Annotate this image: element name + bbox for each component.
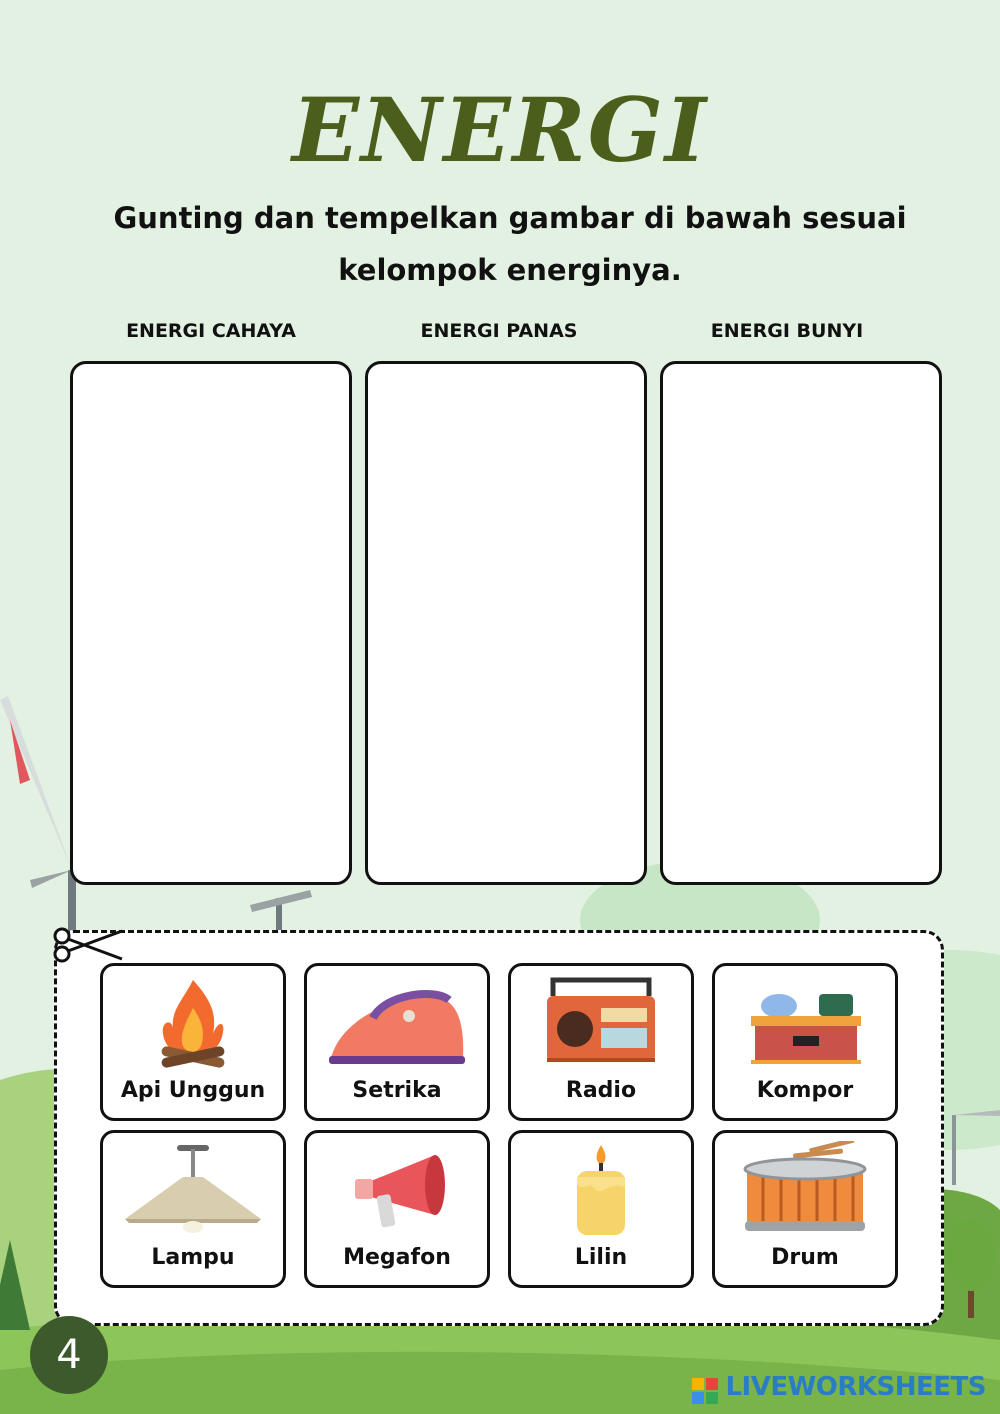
category-label-bunyi: ENERGI BUNYI [710,320,864,342]
scissors-icon [50,925,126,965]
card-label: Api Unggun [120,1078,266,1103]
instruction-text [100,192,920,296]
drop-box-cahaya[interactable] [70,361,352,885]
card-api-unggun[interactable] [100,963,286,1121]
brand-logo-text[interactable]: LIVEWORKSHEETS [725,1372,986,1402]
card-label: Radio [565,1078,637,1103]
instruction-line: kelompok energinya. [338,253,682,287]
page-number: 4 [30,1316,108,1394]
card-radio[interactable] [508,963,694,1121]
candle-icon [529,1141,673,1239]
card-kompor[interactable] [712,963,898,1121]
card-label: Kompor [756,1078,854,1103]
page-title: ENERGI [291,78,709,182]
liveworksheets-logo-icon [692,1378,718,1404]
card-label: Setrika [352,1078,442,1103]
card-setrika[interactable] [304,963,490,1121]
campfire-icon [121,974,265,1072]
drop-box-bunyi[interactable] [660,361,942,885]
card-drum[interactable] [712,1130,898,1288]
stove-icon [733,974,877,1072]
card-label: Lilin [574,1245,628,1270]
instruction-line: Gunting dan tempelkan gambar di bawah sesuai [113,201,907,235]
iron-icon [325,974,469,1072]
card-label: Lampu [151,1245,235,1270]
card-lilin[interactable] [508,1130,694,1288]
ceiling-lamp-icon [121,1141,265,1239]
megaphone-icon [325,1141,469,1239]
category-label-panas: ENERGI PANAS [420,320,578,342]
drop-box-panas[interactable] [365,361,647,885]
card-label: Drum [771,1245,839,1270]
card-lampu[interactable] [100,1130,286,1288]
card-label: Megafon [343,1245,451,1270]
drum-icon [733,1141,877,1239]
radio-icon [529,974,673,1072]
card-megafon[interactable] [304,1130,490,1288]
category-label-cahaya: ENERGI CAHAYA [126,320,296,342]
